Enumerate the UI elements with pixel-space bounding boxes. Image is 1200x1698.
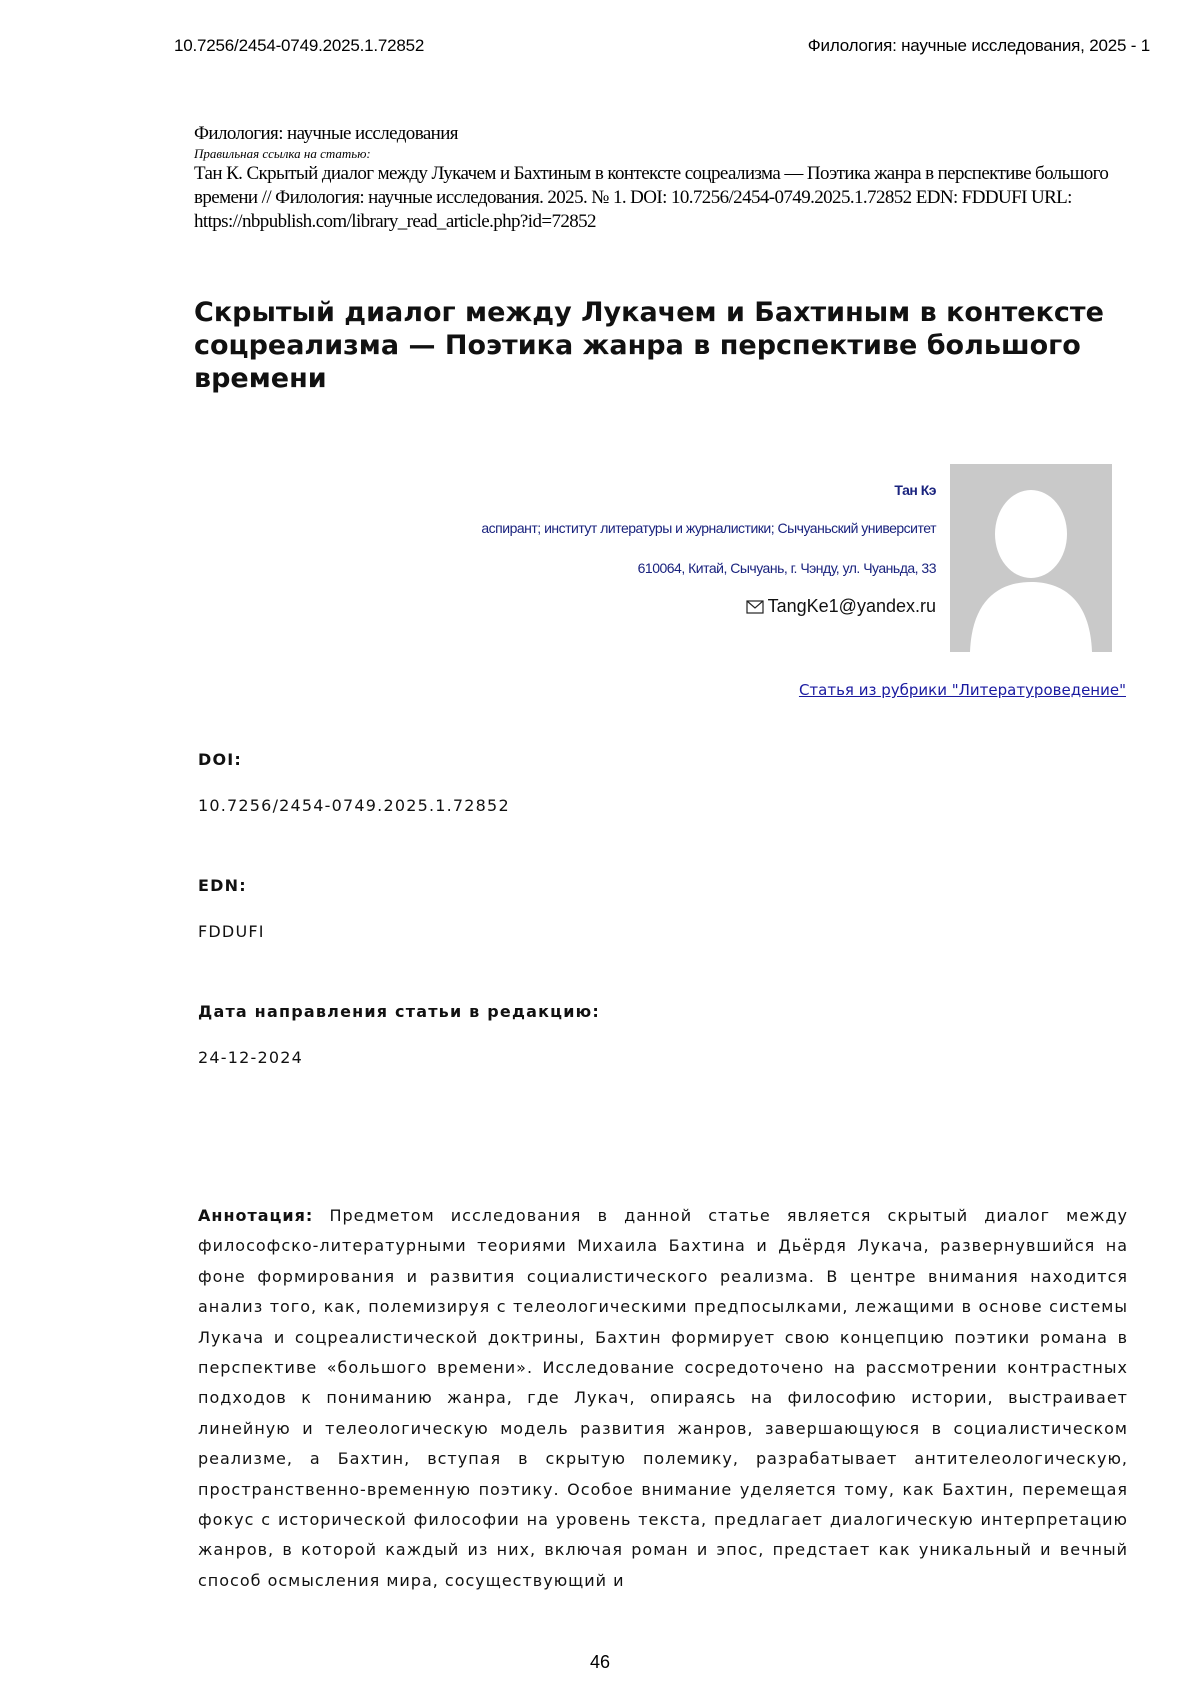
running-header xyxy=(0,36,1200,60)
author-email[interactable]: TangKe1@yandex.ru xyxy=(768,596,936,617)
doi-label: DOI: xyxy=(198,750,1098,769)
submission-date-section xyxy=(198,1002,1098,1067)
abstract-text: Предметом исследования в данной статье является скрытый диалог между философско-литературными теориями Михаила Бахтина и Дьёрдя Лукача, развернувшийся на фоне формирования и развития социалистического реализма. В центре внимания находится анализ того, как, полемизируя с телеологическими предпосылками, лежащими в основе системы Лукача и соцреалистической доктрины, Бахтин формирует свою концепцию поэтики романа в перспективе «большого времени». Исследование сосредоточено на рассмотрении контрастных подходов к пониманию жанра, где Лукач, опираясь на философию истории, выстраивает линейную и телеологическую модель развития жанров, завершающуюся в социалистическом реализме, а Бахтин, вступая в скрытую полемику, разрабатывает антителеологическую, пространственно-временную поэтику. Особое внимание уделяется тому, как Бахтин, перемещая фокус с исторической философии на уровень текста, предлагает диалогическую интерпретацию жанров, в которой каждый из них, включая роман и эпос, предстает как уникальный и вечный способ осмысления мира, сосуществующий и xyxy=(198,1206,1128,1590)
doi-section xyxy=(198,750,1098,815)
abstract xyxy=(198,1201,1128,1596)
article-title: Скрытый диалог между Лукачем и Бахтиным в контексте соцреализма — Поэтика жанра в перспективе большого времени xyxy=(194,296,1124,395)
citation-text: Тан К. Скрытый диалог между Лукачем и Бахтиным в контексте соцреализма — Поэтика жанра в перспективе большого времени // Филология: научные исследования. 2025. № 1. DOI: 10.7256/2454-0749.2025.1.72852 EDN: FDDUFI URL: https://nbpublish.com/library_read_article.php?id=72852 xyxy=(194,162,1124,234)
citation-block xyxy=(194,123,1124,234)
page-number: 46 xyxy=(0,1652,1200,1673)
edn-value: FDDUFI xyxy=(198,922,1098,941)
author-position: аспирант; институт литературы и журналистики; Сычуаньский университет xyxy=(316,520,936,536)
person-placeholder-icon xyxy=(950,464,1112,652)
submission-date-label: Дата направления статьи в редакцию: xyxy=(198,1002,1098,1021)
edn-section xyxy=(198,876,1098,941)
abstract-label: Аннотация: xyxy=(198,1206,313,1225)
mail-icon xyxy=(746,600,764,614)
journal-name: Филология: научные исследования xyxy=(194,123,1124,145)
doi-value: 10.7256/2454-0749.2025.1.72852 xyxy=(198,796,1098,815)
author-email-row xyxy=(316,596,936,617)
rubric-link[interactable]: Статья из рубрики "Литературоведение" xyxy=(799,681,1126,699)
header-doi: 10.7256/2454-0749.2025.1.72852 xyxy=(174,36,424,56)
author-info xyxy=(316,482,936,617)
author-name: Тан Кэ xyxy=(316,482,936,498)
submission-date-value: 24-12-2024 xyxy=(198,1048,1098,1067)
author-address: 610064, Китай, Сычуань, г. Чэнду, ул. Чуаньда, 33 xyxy=(316,560,936,576)
header-journal-issue: Филология: научные исследования, 2025 - 1 xyxy=(808,36,1150,56)
citation-label: Правильная ссылка на статью: xyxy=(194,146,1124,161)
edn-label: EDN: xyxy=(198,876,1098,895)
avatar xyxy=(950,464,1112,652)
